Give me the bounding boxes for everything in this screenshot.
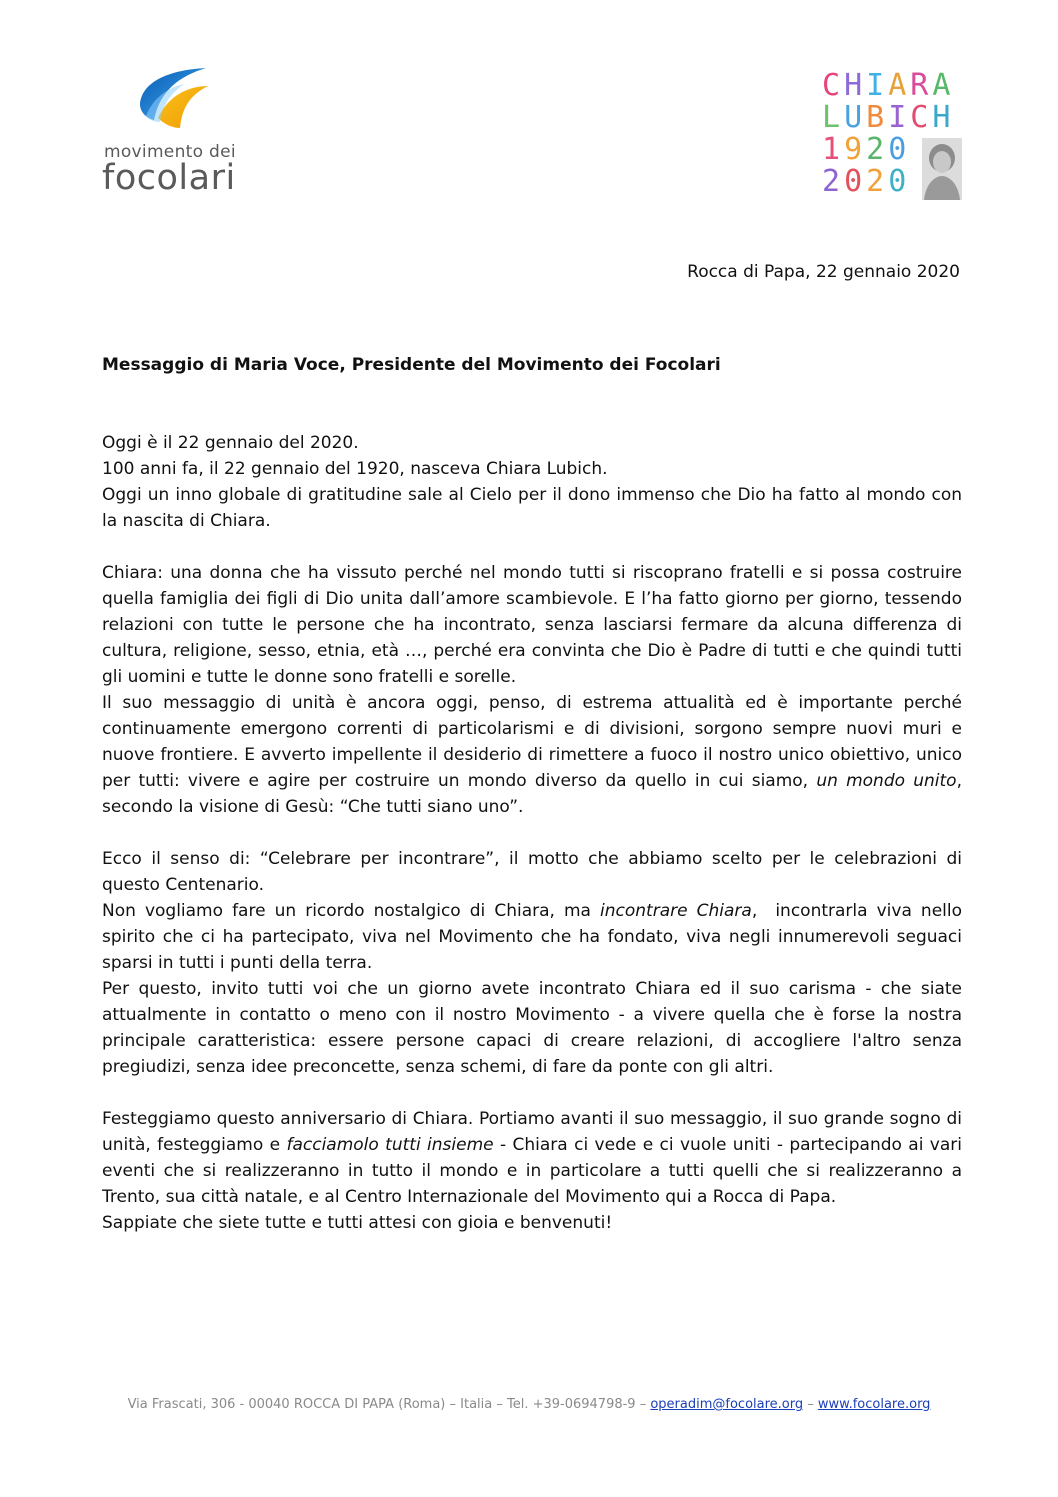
portrait-icon	[922, 138, 962, 200]
paragraph: 100 anni fa, il 22 gennaio del 1920, nasceva Chiara Lubich.	[102, 459, 608, 479]
logo-row-1920	[822, 134, 910, 166]
logo-letter: L	[822, 100, 845, 135]
text-run: Il suo messaggio di unità è ancora oggi, penso, di estrema attualità ed è importante perché continuamente emergono correnti di particolarismi e di divisioni, sorgono sempre nuovi muri e nuove frontiere. E avverto impellente il desiderio di rimettere a fuoco il nostro unico obiettivo, unico per tutti: vivere e agire per costruire un mondo diverso da quello in cui siamo,	[102, 693, 962, 791]
footer-address: Via Frascati, 306 - 00040 ROCCA DI PAPA (Roma) – Italia – Tel. +39-0694798-9 –	[127, 1397, 651, 1412]
logo-letter: C	[910, 100, 933, 135]
text-run: Festeggiamo questo anniversario di Chiara. Portiamo avanti il suo messaggio, il suo grande sogno di unità, festeggiamo e	[102, 1109, 962, 1155]
text-run: , incontrarla viva nello spirito che ci ha partecipato, viva nel Movimento che ha fondato, viva negli innumerevoli seguaci sparsi in tutti i punti della terra.	[102, 901, 968, 973]
logo-letter: A	[888, 68, 911, 103]
logo-letter: R	[910, 68, 933, 103]
logo-text-line1: movimento dei	[104, 142, 236, 162]
website-link[interactable]: www.focolare.org	[817, 1397, 931, 1412]
logo-text-line2: focolari	[102, 158, 236, 198]
italic-text: un mondo unito	[816, 771, 957, 791]
paragraph: Per questo, invito tutti voi che un giorno avete incontrato Chiara ed il suo carisma - che siate attualmente in contatto o meno con il nostro Movimento - a vivere quella che è forse la nostra principale caratteristica: essere persone capaci di creare relazioni, di accogliere l'altro senza pregiudizi, senza idee preconcette, senza schemi, di fare da ponte con gli altri.	[102, 979, 962, 1077]
letter-body	[102, 430, 968, 1236]
email-link[interactable]: operadim@focolare.org	[650, 1397, 804, 1412]
logo-letter: A	[932, 68, 955, 103]
logo-letter: 0	[888, 132, 911, 167]
logo-letter: U	[844, 100, 867, 135]
paragraph	[102, 898, 968, 976]
logo-letter: I	[888, 100, 911, 135]
text-run: Non vogliamo fare un ricordo nostalgico di Chiara, ma	[102, 901, 601, 921]
logo-letter: 2	[866, 132, 889, 167]
paragraph: Sappiate che siete tutte e tutti attesi con gioia e benvenuti!	[102, 1213, 613, 1233]
logo-letter: 2	[866, 164, 889, 199]
chiara-lubich-centenary-logo	[822, 70, 962, 206]
logo-letter: I	[866, 68, 889, 103]
logo-letter: 9	[844, 132, 867, 167]
logo-letter: H	[932, 100, 955, 135]
focolari-logo	[102, 66, 262, 206]
logo-letter: 2	[822, 164, 845, 199]
footer-separator: –	[803, 1397, 818, 1412]
logo-letter: 1	[822, 132, 845, 167]
focolari-swoosh-icon	[132, 66, 212, 146]
paragraph	[102, 1106, 962, 1210]
paragraph: Oggi è il 22 gennaio del 2020.	[102, 433, 359, 453]
letter-title: Messaggio di Maria Voce, Presidente del Movimento dei Focolari	[102, 355, 721, 375]
logo-letter: 0	[888, 164, 911, 199]
text-run: - Chiara ci vede e ci vuole uniti - partecipando ai vari eventi che si realizzeranno in tutto il mondo e in particolare a tutti quelli che si realizzeranno a Trento, sua città natale, e al Centro Internazionale del Movimento qui a Rocca di Papa.	[102, 1135, 963, 1207]
logo-letter: H	[844, 68, 867, 103]
place-and-date: Rocca di Papa, 22 gennaio 2020	[687, 262, 960, 282]
logo-letter: C	[822, 68, 845, 103]
paragraph: Ecco il senso di: “Celebrare per incontrare”, il motto che abbiamo scelto per le celebrazioni di questo Centenario.	[102, 849, 962, 895]
logo-letter: B	[866, 100, 889, 135]
logo-row-lubich	[822, 102, 954, 134]
paragraph: Chiara: una donna che ha vissuto perché nel mondo tutti si riscoprano fratelli e si possa costruire quella famiglia dei figli di Dio unita dall’amore scambievole. E l’ha fatto giorno per giorno, tessendo relazioni con tutte le persone che ha incontrato, senza lasciarsi fermare da alcuna differenza di cultura, religione, sesso, etnia, età …, perché era convinta che Dio è Padre di tutti e che quindi tutti gli uomini e tutte le donne sono fratelli e sorelle.	[102, 563, 962, 687]
text-run: , secondo la visione di Gesù: “Che tutti siano uno”.	[102, 771, 962, 817]
italic-text: incontrare Chiara	[600, 901, 752, 921]
paragraph	[102, 690, 962, 820]
logo-letter: 0	[844, 164, 867, 199]
footer	[0, 1397, 1058, 1412]
italic-text: facciamolo tutti insieme	[286, 1135, 494, 1155]
logo-row-chiara	[822, 70, 954, 102]
logo-row-2020	[822, 166, 910, 198]
paragraph: Oggi un inno globale di gratitudine sale al Cielo per il dono immenso che Dio ha fatto al mondo con la nascita di Chiara.	[102, 485, 962, 531]
